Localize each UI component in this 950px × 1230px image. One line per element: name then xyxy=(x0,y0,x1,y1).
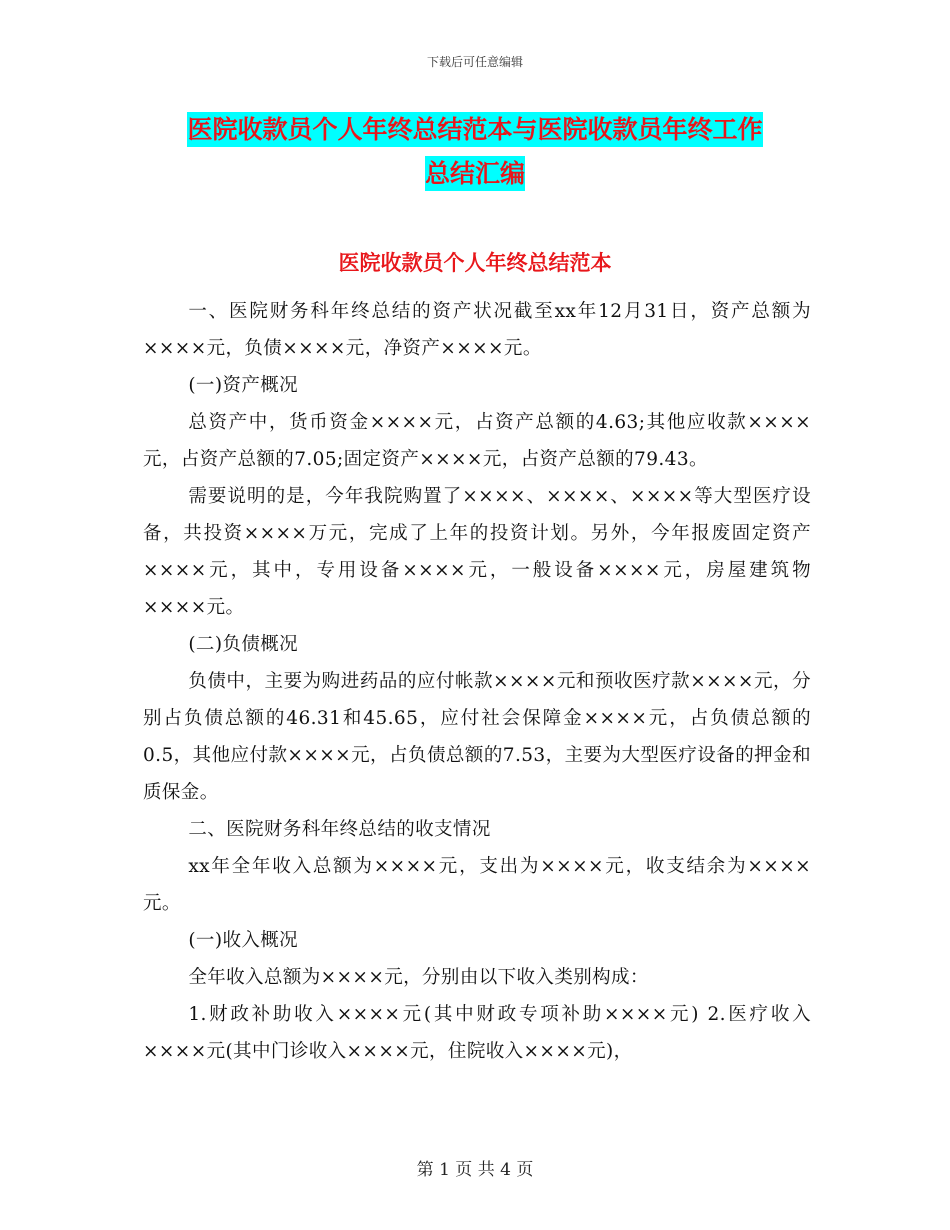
document-title-line-1: 医院收款员个人年终总结范本与医院收款员年终工作 xyxy=(187,112,762,147)
document-title-line-2: 总结汇编 xyxy=(425,156,525,191)
paragraph: 1.财政补助收入××××元(其中财政专项补助××××元) 2.医疗收入××××元(其中门诊收入××××元，住院收入××××元)， xyxy=(143,1004,811,1062)
paragraph: 负债中，主要为购进药品的应付帐款××××元和预收医疗款××××元，分别占负债总额的46.31和45.65，应付社会保障金××××元，占负债总额的0.5，其他应付款××××元，占负债总额的7.53，主要为大型医疗设备的押金和质保金。 xyxy=(143,671,811,803)
paragraph: 总资产中，货币资金××××元，占资产总额的4.63;其他应收款××××元，占资产总额的7.05;固定资产××××元，占资产总额的79.43。 xyxy=(143,412,811,470)
paragraph: 需要说明的是，今年我院购置了××××、××××、××××等大型医疗设备，共投资××××万元，完成了上年的投资计划。另外，今年报废固定资产××××元，其中，专用设备××××元，一般设备××××元，房屋建筑物××××元。 xyxy=(143,486,811,618)
paragraph: (一)资产概况 xyxy=(188,375,299,396)
paragraph: 二、医院财务科年终总结的收支情况 xyxy=(188,819,491,840)
section-title: 医院收款员个人年终总结范本 xyxy=(338,251,612,275)
paragraph: xx年全年收入总额为××××元，支出为××××元，收支结余为××××元。 xyxy=(143,856,811,914)
paragraph: (一)收入概况 xyxy=(188,930,299,951)
page-number-footer: 第 1 页 共 4 页 xyxy=(416,1160,534,1180)
paragraph: 全年收入总额为××××元，分别由以下收入类别构成： xyxy=(188,967,649,988)
header-note: 下载后可任意编辑 xyxy=(426,55,523,69)
document-body xyxy=(143,293,811,1070)
document-title xyxy=(140,108,810,196)
paragraph: (二)负债概况 xyxy=(188,634,299,655)
paragraph: 一、医院财务科年终总结的资产状况截至xx年12月31日，资产总额为××××元，负债××××元，净资产××××元。 xyxy=(143,301,811,359)
